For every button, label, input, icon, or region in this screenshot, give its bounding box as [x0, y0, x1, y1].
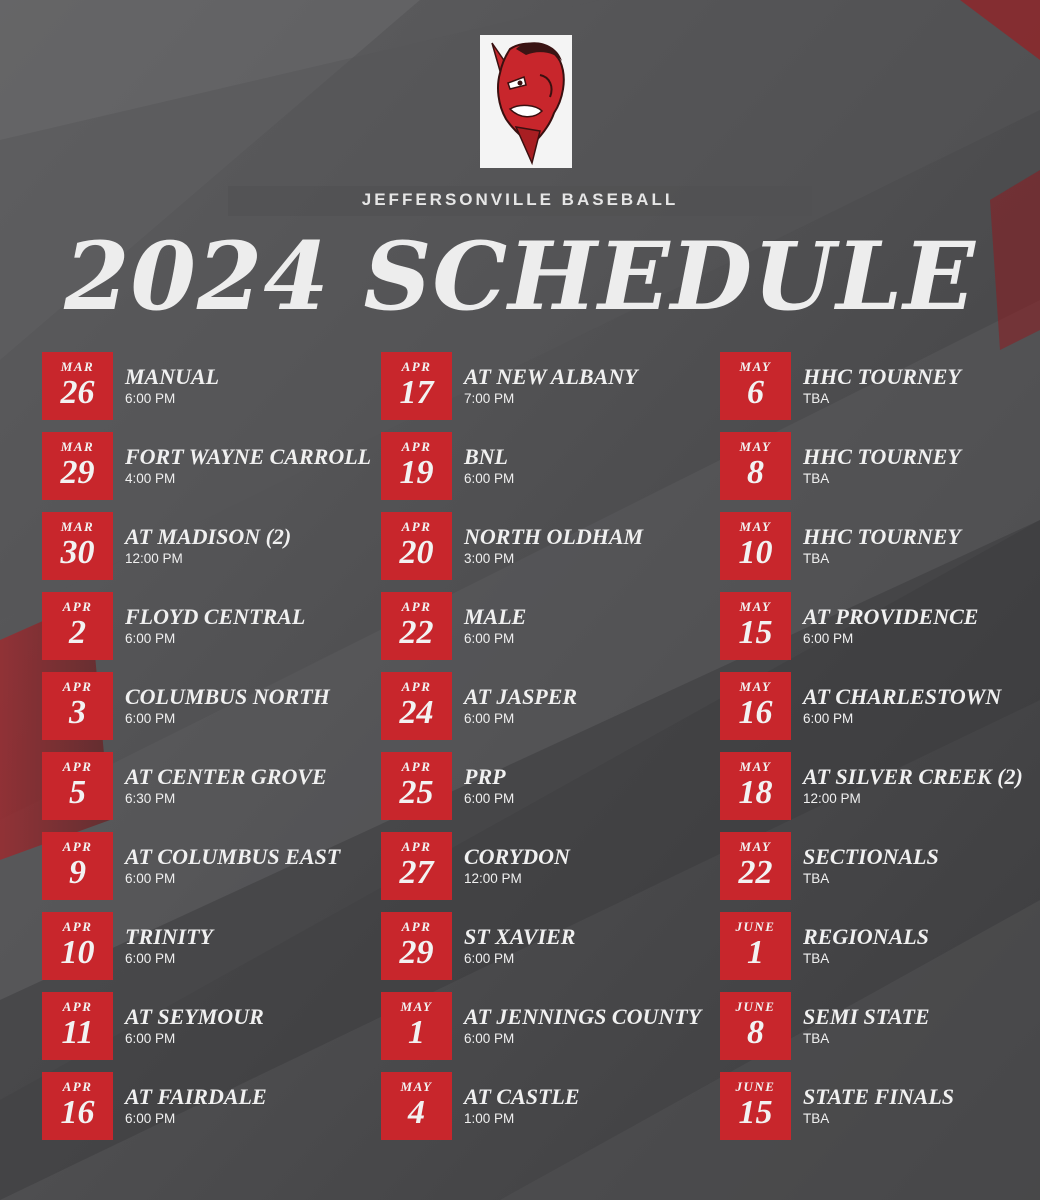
- date-box: [720, 352, 791, 420]
- date-box: [720, 512, 791, 580]
- game-time: 6:00 PM: [464, 791, 515, 806]
- opponent-name: ST XAVIER: [464, 924, 576, 949]
- game-month: APR: [62, 679, 93, 694]
- game-row: [42, 832, 372, 900]
- game-time: 12:00 PM: [803, 791, 861, 806]
- opponent-name: FLOYD CENTRAL: [125, 604, 306, 629]
- game-row: [42, 992, 372, 1060]
- game-time: 6:00 PM: [125, 871, 176, 886]
- game-day: 22: [738, 854, 773, 891]
- opponent-name: AT FAIRDALE: [125, 1084, 267, 1109]
- date-box: [42, 352, 113, 420]
- date-box: [720, 992, 791, 1060]
- game-day: 1: [747, 934, 764, 971]
- game-time: 4:00 PM: [125, 471, 176, 486]
- date-box: [381, 912, 452, 980]
- game-day: 22: [399, 614, 434, 651]
- opponent-name: AT CASTLE: [464, 1084, 580, 1109]
- game-row: [720, 512, 1040, 580]
- game-time: 6:00 PM: [125, 631, 176, 646]
- game-time: 7:00 PM: [464, 391, 515, 406]
- game-month: APR: [401, 759, 432, 774]
- date-box: [42, 832, 113, 900]
- game-row: [381, 912, 711, 980]
- opponent-name: AT MADISON (2): [125, 524, 292, 549]
- game-row: [42, 672, 372, 740]
- game-row: [720, 672, 1040, 740]
- game-day: 9: [69, 854, 86, 891]
- game-month: MAY: [739, 359, 772, 374]
- game-row: [381, 672, 711, 740]
- game-time: 3:00 PM: [464, 551, 515, 566]
- game-day: 2: [69, 614, 86, 651]
- game-day: 19: [399, 454, 434, 491]
- game-day: 1: [408, 1014, 425, 1051]
- game-day: 5: [69, 774, 86, 811]
- game-day: 26: [60, 374, 95, 411]
- game-row: [720, 592, 1040, 660]
- date-box: [720, 432, 791, 500]
- opponent-name: AT JENNINGS COUNTY: [464, 1004, 702, 1029]
- game-time: TBA: [803, 551, 830, 566]
- date-box: [42, 432, 113, 500]
- game-month: JUNE: [735, 1079, 776, 1094]
- game-month: JUNE: [735, 999, 776, 1014]
- opponent-name: AT CENTER GROVE: [125, 764, 327, 789]
- game-day: 4: [408, 1094, 425, 1131]
- date-box: [42, 912, 113, 980]
- game-month: MAY: [400, 1079, 433, 1094]
- team-subtitle: JEFFERSONVILLE BASEBALL: [361, 190, 679, 209]
- game-row: [720, 432, 1040, 500]
- game-time: TBA: [803, 1031, 830, 1046]
- game-day: 6: [747, 374, 764, 411]
- game-time: TBA: [803, 391, 830, 406]
- opponent-name: AT CHARLESTOWN: [803, 684, 1002, 709]
- game-month: MAY: [739, 519, 772, 534]
- game-day: 18: [738, 774, 773, 811]
- date-box: [381, 672, 452, 740]
- opponent-name: COLUMBUS NORTH: [125, 684, 330, 709]
- game-row: [381, 432, 711, 500]
- game-day: 29: [60, 454, 95, 491]
- game-row: [381, 512, 711, 580]
- opponent-name: HHC TOURNEY: [803, 444, 961, 469]
- game-month: APR: [62, 919, 93, 934]
- opponent-name: AT PROVIDENCE: [803, 604, 979, 629]
- game-row: [42, 1072, 372, 1140]
- date-box: [381, 752, 452, 820]
- game-time: TBA: [803, 1111, 830, 1126]
- game-month: APR: [62, 759, 93, 774]
- game-row: [720, 912, 1040, 980]
- date-box: [381, 592, 452, 660]
- opponent-name: FORT WAYNE CARROLL: [125, 444, 372, 469]
- game-row: [381, 592, 711, 660]
- opponent-name: MALE: [464, 604, 527, 629]
- game-time: 6:00 PM: [125, 1111, 176, 1126]
- date-box: [720, 752, 791, 820]
- date-box: [42, 592, 113, 660]
- game-row: [381, 352, 711, 420]
- schedule-column: [42, 352, 372, 1152]
- game-month: JUNE: [735, 919, 776, 934]
- date-box: [42, 672, 113, 740]
- game-time: 6:00 PM: [464, 1031, 515, 1046]
- game-time: 6:00 PM: [464, 471, 515, 486]
- date-box: [381, 832, 452, 900]
- game-time: 6:00 PM: [125, 711, 176, 726]
- opponent-name: HHC TOURNEY: [803, 524, 961, 549]
- game-time: 6:00 PM: [125, 391, 176, 406]
- game-row: [42, 752, 372, 820]
- game-time: 6:30 PM: [125, 791, 176, 806]
- game-month: APR: [401, 359, 432, 374]
- game-row: [720, 992, 1040, 1060]
- opponent-name: AT SEYMOUR: [125, 1004, 264, 1029]
- game-row: [720, 752, 1040, 820]
- game-row: [381, 1072, 711, 1140]
- game-month: APR: [401, 839, 432, 854]
- date-box: [381, 992, 452, 1060]
- game-day: 16: [60, 1094, 95, 1131]
- game-row: [42, 352, 372, 420]
- game-time: TBA: [803, 871, 830, 886]
- opponent-name: HHC TOURNEY: [803, 364, 961, 389]
- game-month: MAR: [60, 359, 95, 374]
- opponent-name: SECTIONALS: [803, 844, 939, 869]
- date-box: [42, 512, 113, 580]
- game-day: 17: [399, 374, 434, 411]
- game-row: [381, 832, 711, 900]
- game-month: APR: [401, 519, 432, 534]
- game-row: [720, 352, 1040, 420]
- opponent-name: AT SILVER CREEK (2): [803, 764, 1023, 789]
- game-day: 30: [60, 534, 95, 571]
- game-month: MAR: [60, 439, 95, 454]
- game-day: 3: [69, 694, 86, 731]
- game-day: 15: [738, 1094, 773, 1131]
- game-row: [720, 1072, 1040, 1140]
- game-month: MAY: [739, 679, 772, 694]
- game-time: 1:00 PM: [464, 1111, 515, 1126]
- game-day: 11: [61, 1014, 94, 1051]
- game-time: TBA: [803, 951, 830, 966]
- game-row: [42, 432, 372, 500]
- game-month: APR: [62, 599, 93, 614]
- game-month: MAY: [400, 999, 433, 1014]
- date-box: [720, 912, 791, 980]
- page-title: 2024 SCHEDULE: [64, 222, 976, 332]
- date-box: [42, 752, 113, 820]
- date-box: [42, 992, 113, 1060]
- game-time: 6:00 PM: [125, 1031, 176, 1046]
- game-month: APR: [62, 999, 93, 1014]
- opponent-name: AT NEW ALBANY: [464, 364, 638, 389]
- game-time: 6:00 PM: [125, 951, 176, 966]
- opponent-name: PRP: [464, 764, 506, 789]
- game-day: 8: [747, 1014, 764, 1051]
- game-day: 15: [738, 614, 773, 651]
- game-day: 16: [738, 694, 773, 731]
- date-box: [720, 592, 791, 660]
- opponent-name: CORYDON: [464, 844, 570, 869]
- game-month: APR: [62, 1079, 93, 1094]
- game-day: 29: [399, 934, 434, 971]
- game-row: [381, 752, 711, 820]
- opponent-name: NORTH OLDHAM: [464, 524, 644, 549]
- game-month: MAY: [739, 759, 772, 774]
- game-month: MAR: [60, 519, 95, 534]
- game-day: 27: [399, 854, 434, 891]
- game-day: 8: [747, 454, 764, 491]
- game-month: APR: [401, 679, 432, 694]
- opponent-name: AT JASPER: [464, 684, 578, 709]
- game-time: 12:00 PM: [464, 871, 522, 886]
- game-time: 6:00 PM: [803, 631, 854, 646]
- opponent-name: TRINITY: [125, 924, 213, 949]
- game-row: [42, 512, 372, 580]
- game-time: TBA: [803, 471, 830, 486]
- game-time: 6:00 PM: [464, 631, 515, 646]
- opponent-name: AT COLUMBUS EAST: [125, 844, 341, 869]
- date-box: [381, 512, 452, 580]
- date-box: [381, 432, 452, 500]
- game-time: 6:00 PM: [803, 711, 854, 726]
- game-time: 6:00 PM: [464, 711, 515, 726]
- opponent-name: STATE FINALS: [803, 1084, 955, 1109]
- game-month: APR: [401, 919, 432, 934]
- date-box: [381, 1072, 452, 1140]
- devil-mascot-logo: [480, 35, 572, 168]
- game-month: APR: [401, 599, 432, 614]
- game-month: MAY: [739, 839, 772, 854]
- date-box: [720, 672, 791, 740]
- date-box: [720, 1072, 791, 1140]
- game-month: APR: [62, 839, 93, 854]
- game-day: 10: [60, 934, 95, 971]
- date-box: [720, 832, 791, 900]
- game-month: MAY: [739, 599, 772, 614]
- opponent-name: SEMI STATE: [803, 1004, 930, 1029]
- game-day: 25: [399, 774, 434, 811]
- game-month: MAY: [739, 439, 772, 454]
- opponent-name: MANUAL: [125, 364, 220, 389]
- game-day: 10: [738, 534, 773, 571]
- game-row: [42, 912, 372, 980]
- game-month: APR: [401, 439, 432, 454]
- schedule-column: [720, 352, 1040, 1152]
- game-time: 12:00 PM: [125, 551, 183, 566]
- game-day: 24: [399, 694, 434, 731]
- game-row: [720, 832, 1040, 900]
- game-time: 6:00 PM: [464, 951, 515, 966]
- schedule-column: [381, 352, 711, 1152]
- date-box: [381, 352, 452, 420]
- opponent-name: BNL: [464, 444, 508, 469]
- game-row: [381, 992, 711, 1060]
- opponent-name: REGIONALS: [803, 924, 929, 949]
- game-day: 20: [399, 534, 434, 571]
- game-row: [42, 592, 372, 660]
- date-box: [42, 1072, 113, 1140]
